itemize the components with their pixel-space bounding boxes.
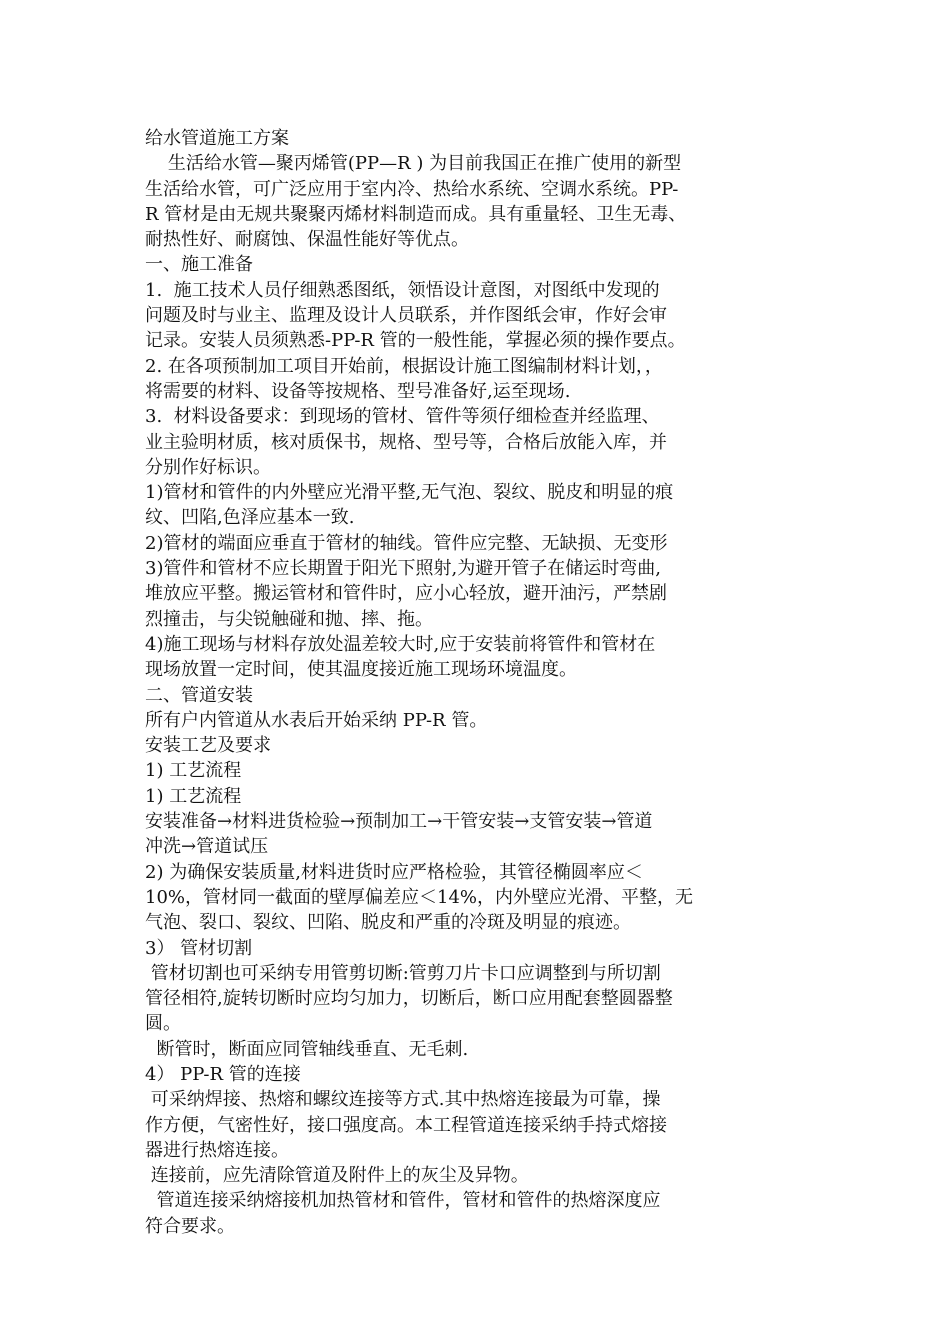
text-line: R 管材是由无规共聚聚丙烯材料制造而成。具有重量轻、卫生无毒、 (145, 203, 687, 225)
text-line: 将需要的材料、设备等按规格、型号准备好,运至现场. (145, 380, 571, 402)
text-line: 可采纳焊接、热熔和螺纹连接等方式.其中热熔连接最为可靠，操 (145, 1089, 661, 1111)
text-line: 1) 工艺流程 (145, 785, 242, 807)
text-line: 管径相符,旋转切断时应均匀加力，切断后，断口应用配套整圆器整 (145, 988, 673, 1010)
text-line: 10%，管材同一截面的壁厚偏差应＜14%，内外壁应光滑、平整，无 (145, 886, 694, 908)
text-line: 堆放应平整。搬运管材和管件时，应小心轻放，避开油污，严禁剧 (145, 583, 667, 605)
text-line: 管道连接采纳熔接机加热管材和管件，管材和管件的热熔深度应 (145, 1190, 661, 1212)
text-line: 1. 施工技术人员仔细熟悉图纸，领悟设计意图，对图纸中发现的 (145, 279, 660, 301)
text-line: 2. 在各项预制加工项目开始前，根据设计施工图编制材料计划，， (145, 355, 663, 377)
text-line: 冲洗→管道试压 (145, 836, 269, 858)
text-line: 记录。安装人员须熟悉-PP-R 管的一般性能，掌握必须的操作要点。 (145, 330, 686, 352)
text-line: 圆。 (145, 1013, 181, 1035)
text-line: 现场放置一定时间，使其温度接近施工现场环境温度。 (145, 659, 577, 681)
text-line: 3） 管材切割 (145, 937, 253, 959)
text-line: 二、管道安装 (145, 684, 253, 706)
text-line: 一、施工准备 (145, 254, 253, 276)
text-line: 1)管材和管件的内外壁应光滑平整,无气泡、裂纹、脱皮和明显的痕 (145, 482, 674, 504)
text-line: 4） PP-R 管的连接 (145, 1063, 301, 1085)
text-line: 分别作好标识。 (145, 456, 271, 478)
text-line: 连接前，应先清除管道及附件上的灰尘及异物。 (145, 1165, 529, 1187)
text-line: 4)施工现场与材料存放处温差较大时,应于安装前将管件和管材在 (145, 633, 656, 655)
document-title: 给水管道施工方案 (145, 128, 289, 149)
text-line: 安装工艺及要求 (145, 735, 271, 757)
text-line: 2)管材的端面应垂直于管材的轴线。管件应完整、无缺损、无变形 (145, 532, 668, 554)
text-line: 烈撞击，与尖锐触碰和抛、摔、拖。 (145, 608, 433, 630)
text-line: 管材切割也可采纳专用管剪切断:管剪刀片卡口应调整到与所切割 (145, 962, 661, 984)
text-line: 所有户内管道从水表后开始采纳 PP-R 管。 (145, 709, 488, 731)
text-line: 器进行热熔连接。 (145, 1139, 289, 1161)
text-line: 业主验明材质，核对质保书，规格、型号等，合格后放能入库，并 (145, 431, 667, 453)
text-line: 生活给水管，可广泛应用于室内冷、热给水系统、空调水系统。PP- (145, 178, 679, 200)
text-line: 3. 材料设备要求：到现场的管材、管件等须仔细检查并经监理、 (145, 406, 660, 428)
text-line: 符合要求。 (145, 1215, 235, 1237)
text-line: 安装准备→材料进货检验→预制加工→干管安装→支管安装→管道 (145, 811, 653, 833)
text-line: 耐热性好、耐腐蚀、保温性能好等优点。 (145, 229, 469, 251)
text-line: 生活给水管—聚丙烯管(PP—R ) 为目前我国正在推广使用的新型 (145, 153, 682, 175)
text-line: 作方便，气密性好，接口强度高。本工程管道连接采纳手持式熔接 (145, 1114, 667, 1136)
text-line: 2) 为确保安装质量,材料进货时应严格检验，其管径椭圆率应＜ (145, 861, 643, 883)
text-line: 气泡、裂口、裂纹、凹陷、脱皮和严重的冷斑及明显的痕迹。 (145, 912, 631, 934)
text-line: 问题及时与业主、监理及设计人员联系，并作图纸会审，作好会审 (145, 305, 667, 327)
text-line: 纹、凹陷,色泽应基本一致. (145, 507, 355, 529)
text-line: 3)管件和管材不应长期置于阳光下照射,为避开管子在储运时弯曲, (145, 558, 661, 580)
text-line: 断管时，断面应同管轴线垂直、无毛刺. (145, 1038, 469, 1060)
text-line: 1) 工艺流程 (145, 760, 242, 782)
document-page (145, 126, 810, 1239)
